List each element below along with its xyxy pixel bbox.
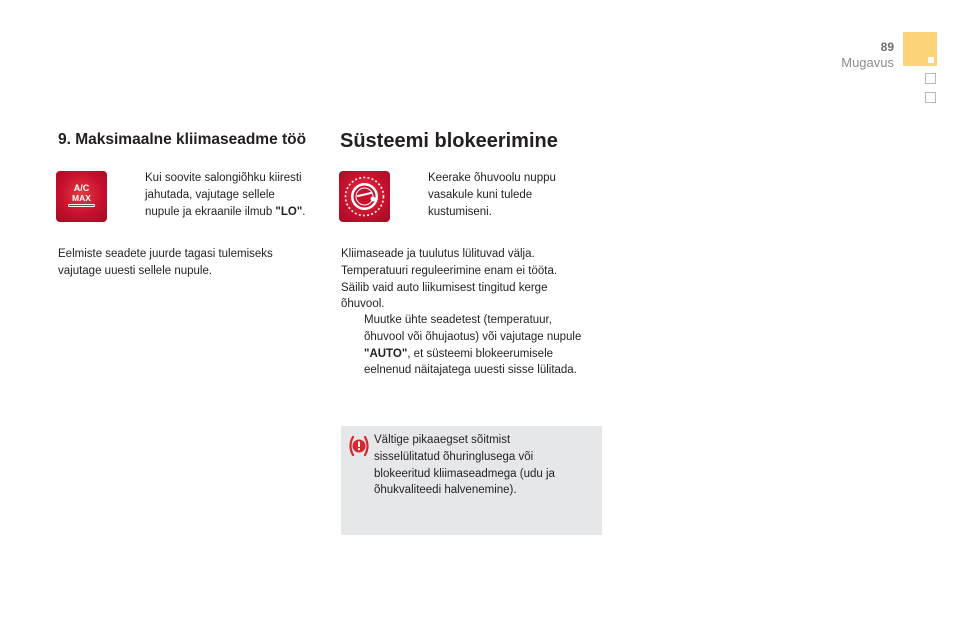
auto-highlight: "AUTO" xyxy=(364,347,408,360)
lo-highlight: "LO" xyxy=(275,205,303,218)
warning-svg xyxy=(347,434,371,458)
warning-text xyxy=(374,432,594,499)
ac-max-indicator xyxy=(68,204,95,207)
text-span: . xyxy=(302,205,306,218)
ac-max-label-bottom: MAX xyxy=(72,193,91,203)
knob-svg xyxy=(339,171,390,222)
text-line xyxy=(364,346,604,363)
text-line: vasakule kuni tulede xyxy=(428,188,533,201)
airflow-knob-icon xyxy=(339,171,390,222)
text-line: Muutke ühte seadetest (temperatuur, xyxy=(364,314,552,326)
chapter-tab xyxy=(903,32,937,66)
text-line: õhuvool. xyxy=(341,298,385,311)
section-heading-system-lock: Süsteemi blokeerimine xyxy=(340,130,558,152)
text-line: Kliimaseade ja tuulutus lülituvad välja. xyxy=(341,248,535,260)
section-name: Mugavus xyxy=(841,55,894,70)
text-line: Kui soovite salongiõhku kiiresti xyxy=(145,172,302,184)
warning-icon xyxy=(347,434,371,458)
text-line: Keerake õhuvoolu nuppu xyxy=(428,172,556,184)
text-line: Temperatuuri reguleerimine enam ei tööta. xyxy=(341,264,558,277)
text-line: eelnenud näitajatega uuesti sisse lülitada. xyxy=(364,364,577,377)
text-line: jahutada, vajutage sellele xyxy=(145,188,275,201)
text-span: , et süsteemi blokeerumisele xyxy=(407,347,554,360)
text-line: Eelmiste seadete juurde tagasi tulemiseks xyxy=(58,248,273,260)
text-line: blokeeritud kliimaseadmega (udu ja xyxy=(374,467,555,480)
text-line: Säilib vaid auto liikumisest tingitud kerge xyxy=(341,281,548,294)
section-heading-max-ac: 9. Maksimaalne kliimaseadme töö xyxy=(58,131,307,148)
text-line: vajutage uuesti sellele nupule. xyxy=(58,264,213,277)
tab-outline-1 xyxy=(925,73,936,84)
text-span: nupule ja ekraanile ilmub xyxy=(145,205,276,218)
lock-paragraph xyxy=(341,246,601,313)
unlock-step xyxy=(364,312,604,379)
left-note xyxy=(58,246,308,280)
page-number: 89 xyxy=(880,40,894,54)
chapter-tab-marker xyxy=(928,57,934,63)
right-instruction xyxy=(428,170,598,220)
text-line: õhukvaliteedi halvenemine). xyxy=(374,484,517,497)
tab-outline-2 xyxy=(925,92,936,103)
ac-max-label-top: A/C xyxy=(73,183,90,193)
text-line: kustumiseni. xyxy=(428,205,492,218)
text-line: sisselülitatud õhuringlusega või xyxy=(374,450,534,463)
text-line: õhuvool või õhujaotus) või vajutage nupule xyxy=(364,330,582,343)
text-line xyxy=(145,204,325,221)
left-instruction xyxy=(145,170,325,220)
ac-max-button-icon xyxy=(56,171,107,222)
text-line: Vältige pikaaegset sõitmist xyxy=(374,434,511,446)
